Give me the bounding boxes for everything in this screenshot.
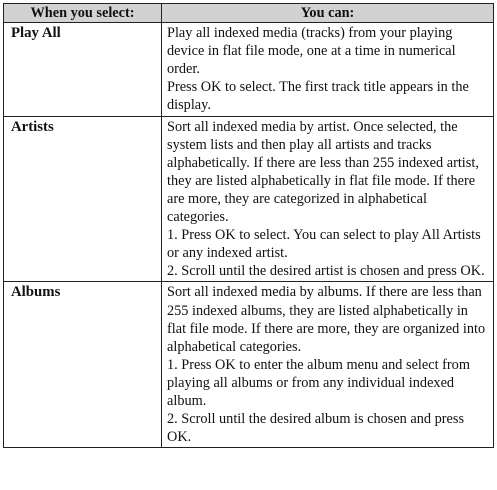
- table-row: [4, 23, 494, 116]
- header-when-you-select: When you select:: [4, 4, 162, 23]
- description-step: 1. Press OK to enter the album menu and select from playing all albums or from any individual indexed album.: [167, 356, 470, 409]
- row-albums-description: [162, 282, 494, 448]
- description-paragraph: Play all indexed media (tracks) from your playing device in flat file mode, one at a time in numerical order.: [167, 25, 456, 78]
- row-artists-feature: Artists: [4, 116, 162, 282]
- table-row: [4, 116, 494, 282]
- feature-table: [3, 3, 494, 448]
- description-paragraph: Sort all indexed media by albums. If there are less than 255 indexed albums, they are listed alphabetically in flat file mode. If there are more, they are organized into alphabetical categories.: [167, 284, 486, 355]
- description-step: 2. Scroll until the desired artist is chosen and press OK.: [167, 263, 485, 280]
- row-albums-feature: Albums: [4, 282, 162, 448]
- table-row: [4, 282, 494, 448]
- row-play-all-feature: Play All: [4, 23, 162, 116]
- description-step: 1. Press OK to select. You can select to play All Artists or any indexed artist.: [167, 227, 481, 262]
- header-you-can: You can:: [162, 4, 494, 23]
- row-play-all-description: [162, 23, 494, 116]
- row-artists-description: [162, 116, 494, 282]
- description-step: 2. Scroll until the desired album is chosen and press OK.: [167, 411, 465, 446]
- table-header-row: [4, 4, 494, 23]
- description-paragraph: Sort all indexed media by artist. Once selected, the system lists and then play all artists and tracks alphabetically. If there are less than 255 indexed artist, they are listed alphabetically in flat file mode. If there are more, they are categorized in alphabetical categories.: [167, 118, 479, 226]
- description-paragraph: Press OK to select. The first track title appears in the display.: [167, 79, 469, 114]
